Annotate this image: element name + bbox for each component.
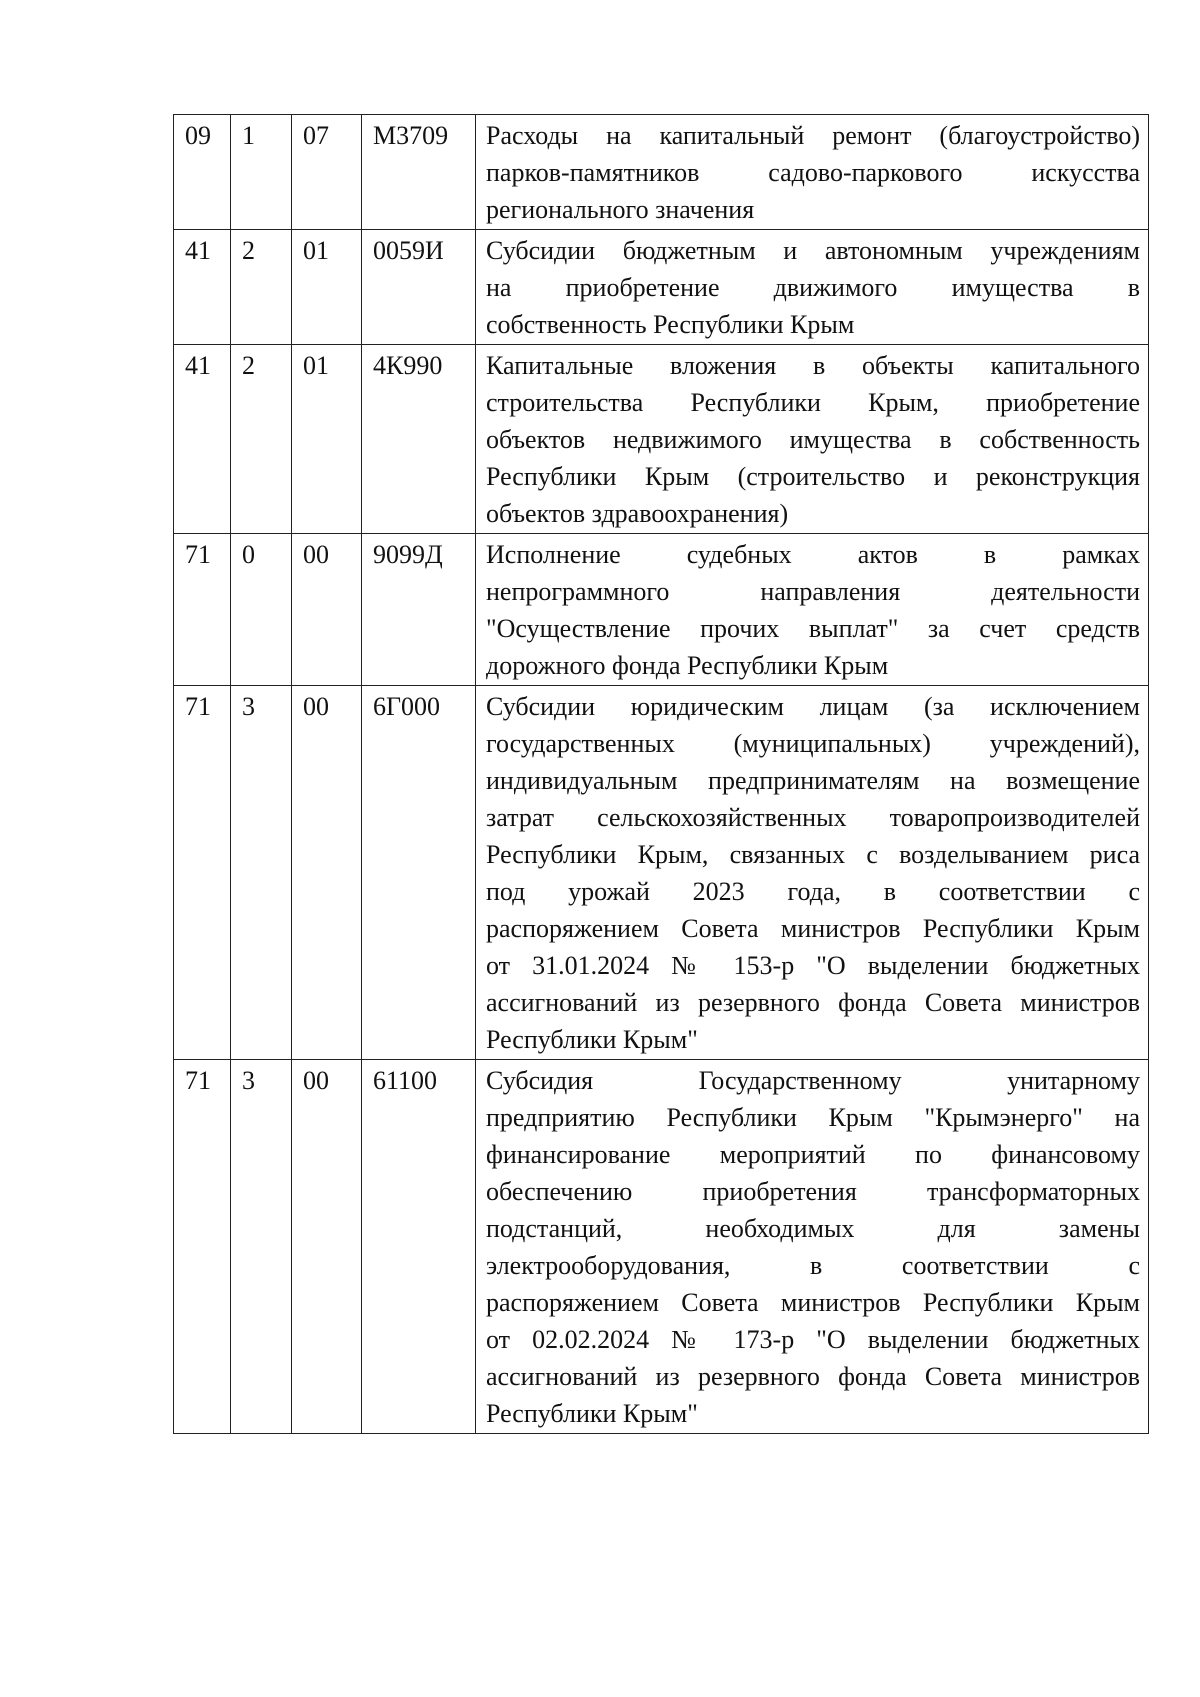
description-line: "Осуществление прочих выплат" за счет средств (486, 614, 1140, 643)
table-row (174, 345, 1149, 534)
description-line: Республики Крым" (486, 1399, 698, 1428)
description-line: финансирование мероприятий по финансовому (486, 1140, 1140, 1169)
code-col-1: 09 (174, 115, 231, 230)
description-line: объектов здравоохранения) (486, 499, 789, 528)
code-col-4: М3709 (362, 115, 476, 230)
code-col-3: 07 (292, 115, 362, 230)
description-line: под урожай 2023 года, в соответствии с (486, 877, 1140, 906)
description-line: на приобретение движимого имущества в (486, 273, 1140, 302)
description-line: Расходы на капитальный ремонт (благоустройство) (486, 121, 1140, 150)
description-line: ассигнований из резервного фонда Совета министров (486, 988, 1140, 1017)
description-line: строительства Республики Крым, приобретение (486, 388, 1140, 417)
code-col-3: 00 (292, 1060, 362, 1434)
code-col-4: 0059И (362, 230, 476, 345)
description-line: дорожного фонда Республики Крым (486, 651, 889, 680)
description-line: предприятию Республики Крым "Крымэнерго" на (486, 1103, 1140, 1132)
description-line: Капитальные вложения в объекты капитального (486, 351, 1140, 380)
description-line: государственных (муниципальных) учреждений), (486, 729, 1140, 758)
code-col-2: 1 (231, 115, 292, 230)
code-col-4: 6Г000 (362, 686, 476, 1060)
description-line: индивидуальным предпринимателям на возмещение (486, 766, 1140, 795)
description-line: объектов недвижимого имущества в собственность (486, 425, 1140, 454)
description-line: обеспечению приобретения трансформаторных (486, 1177, 1140, 1206)
code-col-3: 01 (292, 230, 362, 345)
table-row (174, 534, 1149, 686)
description-cell (476, 534, 1149, 686)
description-line: регионального значения (486, 195, 755, 224)
description-line: распоряжением Совета министров Республики Крым (486, 1288, 1140, 1317)
description-line: Исполнение судебных актов в рамках (486, 540, 1140, 569)
code-col-3: 00 (292, 534, 362, 686)
description-line: от 02.02.2024 № 173-р "О выделении бюджетных (486, 1325, 1140, 1354)
description-line: Республики Крым (строительство и реконструкция (486, 462, 1140, 491)
table-row (174, 115, 1149, 230)
description-line: Республики Крым" (486, 1025, 698, 1054)
code-col-3: 01 (292, 345, 362, 534)
code-col-1: 71 (174, 534, 231, 686)
code-col-1: 41 (174, 345, 231, 534)
code-col-1: 41 (174, 230, 231, 345)
description-line: собственность Республики Крым (486, 310, 855, 339)
description-line: электрооборудования, в соответствии с (486, 1251, 1140, 1280)
description-line: Субсидии бюджетным и автономным учреждениям (486, 236, 1140, 265)
description-line: парков-памятников садово-паркового искусства (486, 158, 1140, 187)
description-line: непрограммного направления деятельности (486, 577, 1140, 606)
description-cell (476, 230, 1149, 345)
code-col-4: 9099Д (362, 534, 476, 686)
description-line: Субсидия Государственному унитарному (486, 1066, 1140, 1095)
description-cell (476, 686, 1149, 1060)
description-line: затрат сельскохозяйственных товаропроизводителей (486, 803, 1140, 832)
description-line: Республики Крым, связанных с возделыванием риса (486, 840, 1140, 869)
table-body (174, 115, 1149, 1434)
code-col-2: 2 (231, 230, 292, 345)
description-line: Субсидии юридическим лицам (за исключением (486, 692, 1140, 721)
description-cell (476, 345, 1149, 534)
description-line: подстанций, необходимых для замены (486, 1214, 1140, 1243)
code-col-2: 3 (231, 686, 292, 1060)
code-col-1: 71 (174, 1060, 231, 1434)
code-col-2: 3 (231, 1060, 292, 1434)
description-line: от 31.01.2024 № 153-р "О выделении бюджетных (486, 951, 1140, 980)
description-cell (476, 115, 1149, 230)
table-row (174, 1060, 1149, 1434)
description-line: ассигнований из резервного фонда Совета министров (486, 1362, 1140, 1391)
description-cell (476, 1060, 1149, 1434)
code-col-1: 71 (174, 686, 231, 1060)
table-row (174, 230, 1149, 345)
code-col-2: 2 (231, 345, 292, 534)
code-col-2: 0 (231, 534, 292, 686)
code-col-4: 61100 (362, 1060, 476, 1434)
code-col-4: 4К990 (362, 345, 476, 534)
code-col-3: 00 (292, 686, 362, 1060)
budget-code-table (173, 114, 1149, 1434)
table-row (174, 686, 1149, 1060)
description-line: распоряжением Совета министров Республики Крым (486, 914, 1140, 943)
